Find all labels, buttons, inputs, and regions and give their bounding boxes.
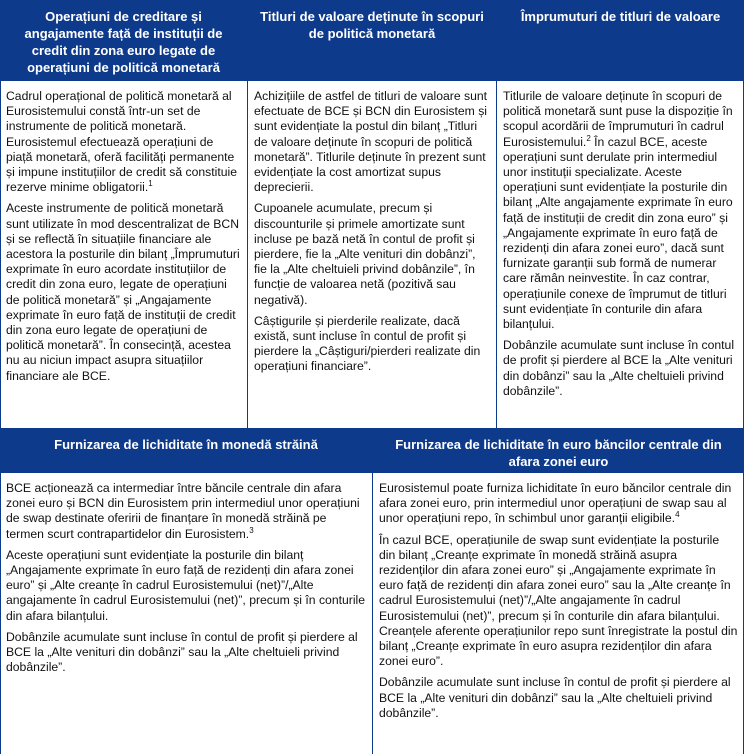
paragraph: Cupoanele acumulate, precum și discounturile și primele amortizate sunt incluse pe bază netă în contul de profit și pierdere, fie la „Alte venituri din dobânzi”, fie la „Alte cheltuieli privind dobânzile”, în funcție de valoarea netă (pozitivă sau negativă). — [254, 201, 476, 307]
footnote-ref[interactable]: 2 — [586, 133, 591, 143]
header-foreign-currency-liquidity: Furnizarea de lichiditate în monedă străină — [0, 428, 372, 473]
cell-euro-liquidity — [373, 473, 744, 754]
paragraph: Titlurile de valoare deținute în scopuri de politică monetară sunt puse la dispoziție în scopul acordării de împrumuturi în cadrul Eurosistemului.$^2$ În cazul BCE, aceste operațiuni sunt derulate prin intermediul unor instituții specializate. Aceste operațiuni sunt evidențiate la posturile din bilanț „Alte angajamente exprimate în euro față de instituții de credit din zona euro” și „Angajamente exprimate în euro față de rezidenți din afara zonei euro”, dacă sunt furnizate garanții sub formă de numerar care rămân neinvestite. În caz contrar, operațiunile conexe de împrumut de titluri sunt evidențiate în conturile din afara bilanțului. — [503, 89, 733, 332]
paragraph: Aceste operațiuni sunt evidențiate la posturile din bilanț „Angajamente exprimate în euro față de rezidenți din afara zonei euro” și „Alte creanțe în cadrul Eurosistemului (net)”/„Alte angajamente în cadrul Eurosistemului (net)”, precum și în conturile din afara bilanțului. — [6, 547, 366, 623]
paragraph: Dobânzile acumulate sunt incluse în contul de profit și pierdere al BCE la „Alte venituri din dobânzi” sau la „Alte cheltuieli privind dobânzile”. — [6, 629, 358, 675]
header-securities-lending: Împrumuturi de titluri de valoare — [497, 0, 744, 81]
divider — [372, 428, 373, 754]
paragraph: Dobânzile acumulate sunt incluse în contul de profit și pierdere al BCE la „Alte venituri din dobânzi” sau la „Alte cheltuieli privind dobânzile”. — [379, 675, 731, 720]
footnote-ref[interactable]: 4 — [675, 510, 680, 520]
cell-foreign-currency-liquidity — [0, 473, 372, 754]
cell-lending-operations — [0, 81, 247, 428]
header-monetary-securities: Titluri de valoare deținute în scopuri de politică monetară — [248, 0, 496, 81]
paragraph: Achizițiile de astfel de titluri de valoare sunt efectuate de BCE și BCN din Eurosistem și sunt evidențiate la postul din bilanț „Titluri de valoare deținute în scopuri de politică monetară”. Titlurile deținute în prezent sunt evidențiate la cost amortizat supus deprecierii. — [254, 89, 488, 195]
paragraph: Dobânzile acumulate sunt incluse în contul de profit și pierdere al BCE la „Alte venituri din dobânzi” sau la „Alte cheltuieli privind dobânzile”. — [503, 338, 735, 398]
paragraph: Câștigurile și pierderile realizate, dacă există, sunt incluse în contul de profit și pierdere la „Câștiguri/pierderi realizate din operațiuni financiare”. — [254, 313, 481, 374]
paragraph: BCE acționează ca intermediar între băncile centrale din afara zonei euro și BCN din Eurosistem prin intermediul unor operațiuni de swap destinate oferirii de finanțare în monedă străină pe termen scurt contrapartidelor din Eurosistem.$^3$ — [6, 481, 360, 541]
divider — [496, 0, 497, 428]
paragraph: Aceste instrumente de politică monetară sunt utilizate în mod descentralizat de BCN și se reflectă în situațiile financiare ale acestora la posturile din bilanț „Împrumuturi exprimate în euro acordate instituțiilor de credit din zona euro, legate de operațiuni de politică monetară” și „Angajamente exprimate în euro față de instituții de credit din zona euro legate de operațiuni de politică monetară”. În consecință, acestea nu au niciun impact asupra situațiilor financiare ale BCE. — [6, 201, 240, 383]
cell-monetary-securities — [248, 81, 496, 428]
paragraph: Eurosistemul poate furniza lichiditate în euro băncilor centrale din afara zonei euro, prin intermediul unor operațiuni de swap sau al unor operațiuni repo, în schimbul unor garanții eligibile.$^4$ — [379, 481, 732, 526]
paragraph: Cadrul operațional de politică monetară al Eurosistemului constă într-un set de instrumente de politică monetară. Eurosistemul efectuează operațiuni de piață monetară, oferă facilități permanente și impune instituțiilor de credit să constituie rezerve minime obligatorii.$^1$ — [6, 89, 237, 195]
footnote-ref[interactable]: 3 — [249, 525, 254, 535]
paragraph: În cazul BCE, operațiunile de swap sunt evidențiate la posturile din bilanț „Creanțe exprimate în monedă străină asupra rezidenților din afara zonei euro” și „Angajamente exprimate în euro față de rezidenți din afara zonei euro” sau la „Alte creanțe în cadrul Eurosistemului (net)”/„Alte angajamente în cadrul Eurosistemului (net)”, precum și în conturile din afara bilanțului. Creanțele aferente operațiunilor repo sunt înregistrate la postul din bilanț „Creanțe exprimate în euro asupra rezidenților din afara zonei euro”. — [379, 532, 738, 669]
header-euro-liquidity: Furnizarea de lichiditate în euro băncilor centrale din afara zonei euro — [373, 428, 744, 473]
cell-securities-lending — [497, 81, 744, 428]
header-lending-operations: Operațiuni de creditare și angajamente față de instituții de credit din zona euro legate de operațiuni de politică monetară — [0, 0, 247, 81]
divider — [247, 0, 248, 428]
footnote-ref[interactable]: 1 — [148, 179, 153, 189]
divider — [0, 0, 1, 754]
